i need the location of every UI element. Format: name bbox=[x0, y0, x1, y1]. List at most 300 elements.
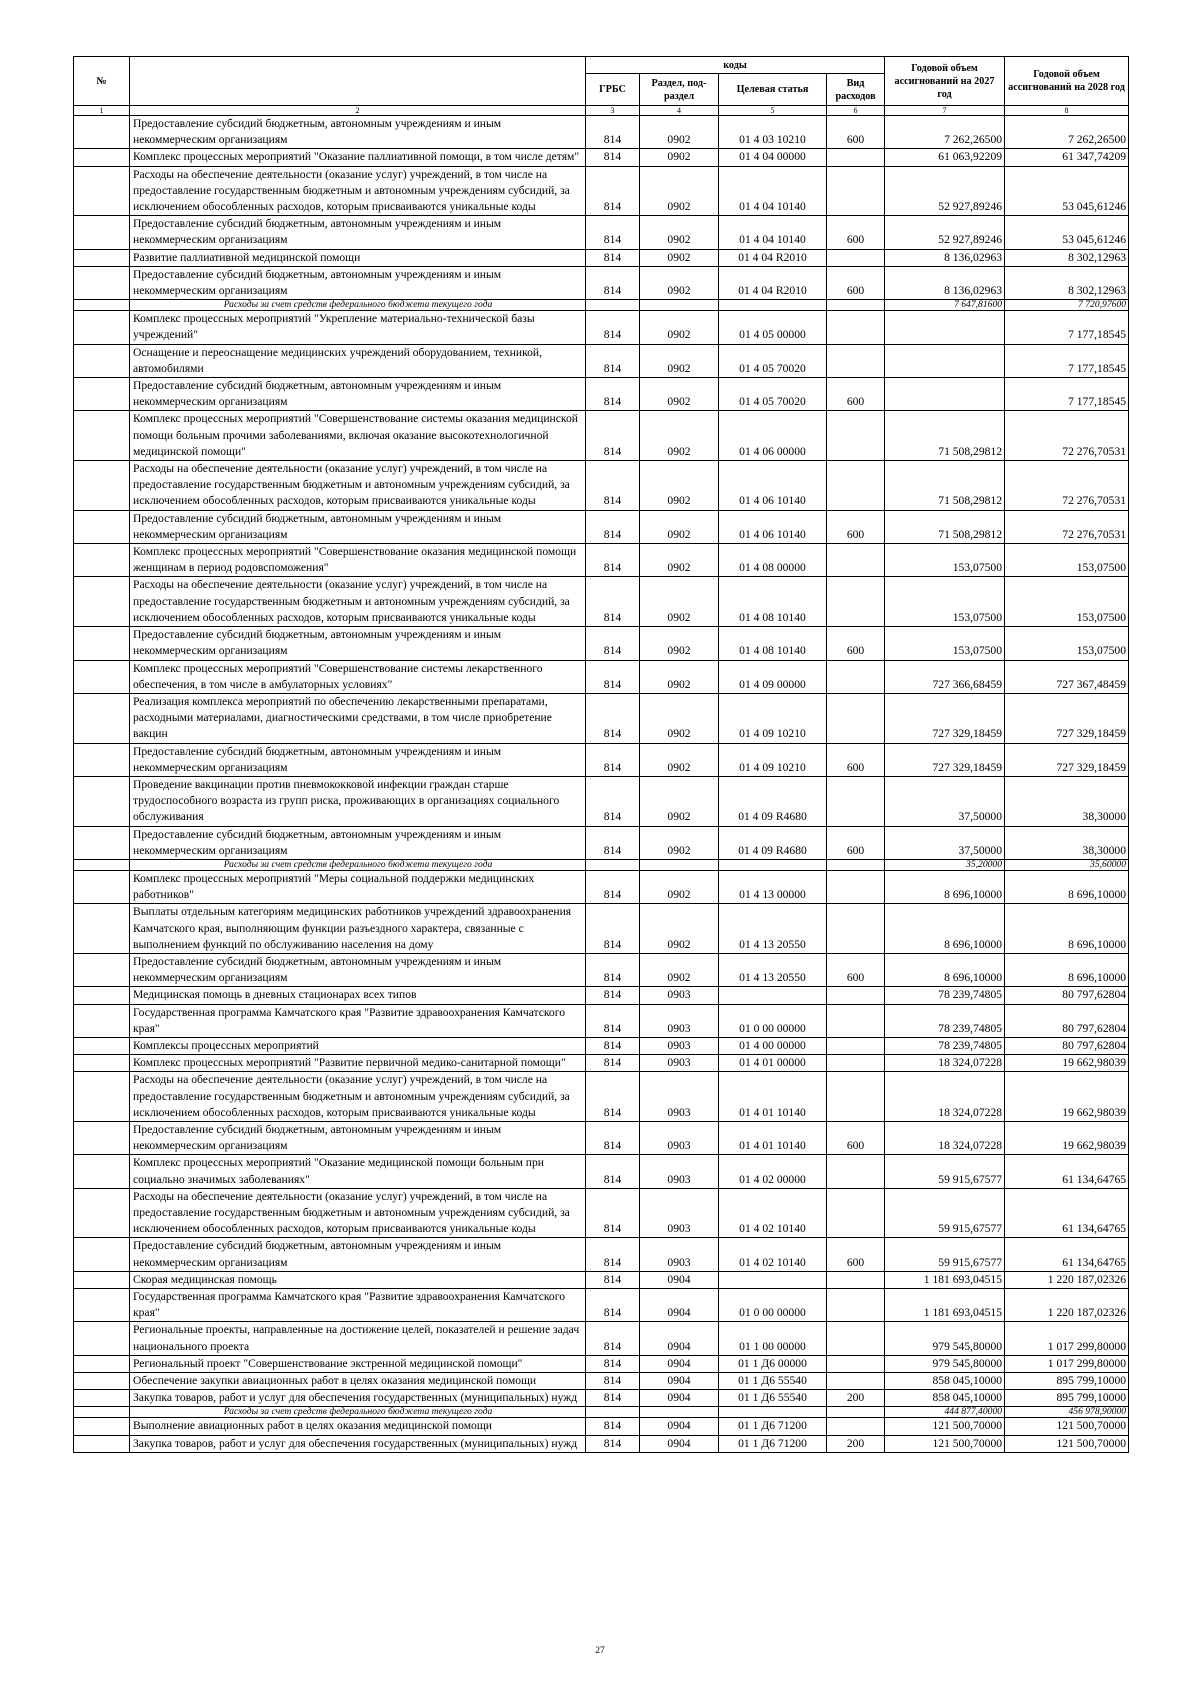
grbs-cell: 814 bbox=[586, 1289, 640, 1322]
section-cell: 0902 bbox=[640, 510, 719, 543]
amount-2028-cell: 72 276,70531 bbox=[1005, 411, 1129, 461]
column-number: 2 bbox=[130, 106, 586, 116]
section-cell: 0903 bbox=[640, 1238, 719, 1271]
expense-name-cell: Расходы на обеспечение деятельности (оказание услуг) учреждений, в том числе на предоставление государственным бюджетным и автономным учреждениям субсидий, за исключением обособленных расходов, которым присваиваются уникальные коды bbox=[130, 166, 586, 216]
amount-2027-cell: 121 500,70000 bbox=[885, 1435, 1005, 1452]
target-article-cell: 01 4 04 00000 bbox=[719, 149, 827, 166]
row-number-cell bbox=[74, 1322, 130, 1355]
grbs-cell: 814 bbox=[586, 1322, 640, 1355]
grbs-cell: 814 bbox=[586, 1373, 640, 1390]
amount-2027-cell: 153,07500 bbox=[885, 577, 1005, 627]
table-row bbox=[74, 1055, 1129, 1072]
amount-2027-cell: 8 696,10000 bbox=[885, 870, 1005, 903]
grbs-cell: 814 bbox=[586, 660, 640, 693]
grbs-cell: 814 bbox=[586, 544, 640, 577]
expense-type-cell bbox=[827, 344, 885, 377]
amount-2027-cell: 8 136,02963 bbox=[885, 266, 1005, 299]
column-number: 7 bbox=[885, 106, 1005, 116]
header-codes: коды bbox=[586, 57, 885, 74]
section-cell: 0903 bbox=[640, 1055, 719, 1072]
amount-2027-cell: 18 324,07228 bbox=[885, 1072, 1005, 1122]
amount-2028-cell: 19 662,98039 bbox=[1005, 1055, 1129, 1072]
target-article-cell: 01 4 04 R2010 bbox=[719, 266, 827, 299]
expense-type-cell bbox=[827, 1373, 885, 1390]
expense-name-cell: Скорая медицинская помощь bbox=[130, 1271, 586, 1288]
expense-name-cell: Развитие паллиативной медицинской помощи bbox=[130, 249, 586, 266]
row-number-cell bbox=[74, 776, 130, 826]
section-cell: 0904 bbox=[640, 1271, 719, 1288]
section-cell: 0902 bbox=[640, 904, 719, 954]
amount-2027-cell: 121 500,70000 bbox=[885, 1418, 1005, 1435]
expense-name-cell: Комплекс процессных мероприятий "Меры социальной поддержки медицинских работников" bbox=[130, 870, 586, 903]
row-number-cell bbox=[74, 216, 130, 249]
amount-2027-cell: 727 329,18459 bbox=[885, 693, 1005, 743]
expense-name-cell: Выполнение авиационных работ в целях оказания медицинской помощи bbox=[130, 1418, 586, 1435]
row-number-cell bbox=[74, 116, 130, 149]
expense-type-cell: 600 bbox=[827, 1238, 885, 1271]
amount-2028-cell: 7 177,18545 bbox=[1005, 311, 1129, 344]
target-article-cell: 01 1 00 00000 bbox=[719, 1322, 827, 1355]
amount-2028-cell: 895 799,10000 bbox=[1005, 1390, 1129, 1407]
amount-2027-cell: 71 508,29812 bbox=[885, 461, 1005, 511]
section-cell: 0902 bbox=[640, 311, 719, 344]
section-cell bbox=[640, 859, 719, 870]
grbs-cell: 814 bbox=[586, 627, 640, 660]
grbs-cell: 814 bbox=[586, 1121, 640, 1154]
row-number-cell bbox=[74, 577, 130, 627]
target-article-cell: 01 1 Д6 71200 bbox=[719, 1418, 827, 1435]
table-row bbox=[74, 660, 1129, 693]
amount-2027-cell: 18 324,07228 bbox=[885, 1121, 1005, 1154]
table-row bbox=[74, 776, 1129, 826]
section-cell: 0903 bbox=[640, 1004, 719, 1037]
section-cell: 0904 bbox=[640, 1418, 719, 1435]
target-article-cell: 01 1 Д6 71200 bbox=[719, 1435, 827, 1452]
target-article-cell: 01 4 03 10210 bbox=[719, 116, 827, 149]
grbs-cell: 814 bbox=[586, 1435, 640, 1452]
amount-2027-cell: 7 262,26500 bbox=[885, 116, 1005, 149]
amount-2027-cell: 1 181 693,04515 bbox=[885, 1271, 1005, 1288]
table-row bbox=[74, 116, 1129, 149]
table-row bbox=[74, 577, 1129, 627]
target-article-cell: 01 4 02 00000 bbox=[719, 1155, 827, 1188]
row-number-cell bbox=[74, 627, 130, 660]
section-cell: 0902 bbox=[640, 660, 719, 693]
target-article-cell: 01 0 00 00000 bbox=[719, 1289, 827, 1322]
amount-2027-cell: 71 508,29812 bbox=[885, 411, 1005, 461]
target-article-cell: 01 4 02 10140 bbox=[719, 1238, 827, 1271]
amount-2028-cell: 38,30000 bbox=[1005, 776, 1129, 826]
row-number-cell bbox=[74, 311, 130, 344]
federal-budget-row bbox=[74, 859, 1129, 870]
expense-name-cell: Предоставление субсидий бюджетным, автономным учреждениям и иным некоммерческим организациям bbox=[130, 510, 586, 543]
table-row bbox=[74, 743, 1129, 776]
target-article-cell: 01 4 08 00000 bbox=[719, 544, 827, 577]
expense-type-cell: 600 bbox=[827, 953, 885, 986]
grbs-cell: 814 bbox=[586, 776, 640, 826]
expense-name-cell: Расходы за счет средств федерального бюджета текущего года bbox=[130, 300, 586, 311]
amount-2028-cell: 456 978,90000 bbox=[1005, 1407, 1129, 1418]
section-cell: 0904 bbox=[640, 1390, 719, 1407]
section-cell: 0903 bbox=[640, 1155, 719, 1188]
table-row bbox=[74, 627, 1129, 660]
amount-2028-cell: 8 302,12963 bbox=[1005, 266, 1129, 299]
target-article-cell: 01 4 09 00000 bbox=[719, 660, 827, 693]
header-number: № bbox=[74, 57, 130, 106]
amount-2028-cell: 80 797,62804 bbox=[1005, 987, 1129, 1004]
expense-name-cell: Предоставление субсидий бюджетным, автономным учреждениям и иным некоммерческим организациям bbox=[130, 116, 586, 149]
table-row bbox=[74, 216, 1129, 249]
expense-name-cell: Предоставление субсидий бюджетным, автономным учреждениям и иным некоммерческим организациям bbox=[130, 627, 586, 660]
amount-2028-cell: 121 500,70000 bbox=[1005, 1435, 1129, 1452]
target-article-cell: 01 1 Д6 55540 bbox=[719, 1390, 827, 1407]
grbs-cell: 814 bbox=[586, 1418, 640, 1435]
grbs-cell: 814 bbox=[586, 116, 640, 149]
header-expense-type: Вид расходов bbox=[827, 74, 885, 106]
section-cell: 0902 bbox=[640, 344, 719, 377]
grbs-cell: 814 bbox=[586, 1072, 640, 1122]
row-number-cell bbox=[74, 1373, 130, 1390]
section-cell: 0903 bbox=[640, 1072, 719, 1122]
expense-name-cell: Комплекс процессных мероприятий "Укрепление материально-технической базы учреждений" bbox=[130, 311, 586, 344]
section-cell: 0904 bbox=[640, 1322, 719, 1355]
section-cell: 0903 bbox=[640, 1037, 719, 1054]
expense-type-cell bbox=[827, 1155, 885, 1188]
amount-2027-cell: 78 239,74805 bbox=[885, 1004, 1005, 1037]
target-article-cell: 01 4 08 10140 bbox=[719, 577, 827, 627]
target-article-cell: 01 4 08 10140 bbox=[719, 627, 827, 660]
grbs-cell: 814 bbox=[586, 743, 640, 776]
grbs-cell: 814 bbox=[586, 1155, 640, 1188]
amount-2028-cell: 61 134,64765 bbox=[1005, 1155, 1129, 1188]
expense-type-cell bbox=[827, 149, 885, 166]
row-number-cell bbox=[74, 870, 130, 903]
grbs-cell: 814 bbox=[586, 311, 640, 344]
expense-type-cell bbox=[827, 1037, 885, 1054]
amount-2028-cell: 153,07500 bbox=[1005, 544, 1129, 577]
grbs-cell: 814 bbox=[586, 1188, 640, 1238]
section-cell: 0904 bbox=[640, 1373, 719, 1390]
row-number-cell bbox=[74, 743, 130, 776]
expense-name-cell: Расходы за счет средств федерального бюджета текущего года bbox=[130, 1407, 586, 1418]
section-cell: 0902 bbox=[640, 577, 719, 627]
table-row bbox=[74, 544, 1129, 577]
expense-type-cell bbox=[827, 660, 885, 693]
table-row bbox=[74, 1355, 1129, 1372]
amount-2027-cell: 52 927,89246 bbox=[885, 216, 1005, 249]
row-number-cell bbox=[74, 987, 130, 1004]
section-cell: 0902 bbox=[640, 116, 719, 149]
expense-type-cell bbox=[827, 1289, 885, 1322]
table-row bbox=[74, 693, 1129, 743]
table-row bbox=[74, 1037, 1129, 1054]
amount-2027-cell bbox=[885, 344, 1005, 377]
amount-2028-cell: 727 367,48459 bbox=[1005, 660, 1129, 693]
row-number-cell bbox=[74, 1121, 130, 1154]
table-row bbox=[74, 461, 1129, 511]
amount-2028-cell: 727 329,18459 bbox=[1005, 743, 1129, 776]
amount-2027-cell: 61 063,92209 bbox=[885, 149, 1005, 166]
grbs-cell: 814 bbox=[586, 1238, 640, 1271]
expense-name-cell: Предоставление субсидий бюджетным, автономным учреждениям и иным некоммерческим организациям bbox=[130, 216, 586, 249]
expense-name-cell: Закупка товаров, работ и услуг для обеспечения государственных (муниципальных) нужд bbox=[130, 1435, 586, 1452]
expense-type-cell: 200 bbox=[827, 1390, 885, 1407]
amount-2028-cell: 72 276,70531 bbox=[1005, 461, 1129, 511]
target-article-cell: 01 4 09 10210 bbox=[719, 693, 827, 743]
section-cell: 0902 bbox=[640, 461, 719, 511]
expense-name-cell: Предоставление субсидий бюджетным, автономным учреждениям и иным некоммерческим организациям bbox=[130, 378, 586, 411]
grbs-cell: 814 bbox=[586, 1037, 640, 1054]
amount-2028-cell: 1 017 299,80000 bbox=[1005, 1322, 1129, 1355]
expense-name-cell: Комплекс процессных мероприятий "Совершенствование системы лекарственного обеспечения, в том числе в амбулаторных условиях" bbox=[130, 660, 586, 693]
row-number-cell bbox=[74, 249, 130, 266]
expense-name-cell: Предоставление субсидий бюджетным, автономным учреждениям и иным некоммерческим организациям bbox=[130, 266, 586, 299]
section-cell: 0902 bbox=[640, 743, 719, 776]
table-row bbox=[74, 1155, 1129, 1188]
expense-type-cell: 600 bbox=[827, 266, 885, 299]
expense-name-cell: Предоставление субсидий бюджетным, автономным учреждениям и иным некоммерческим организациям bbox=[130, 953, 586, 986]
section-cell bbox=[640, 1407, 719, 1418]
amount-2027-cell: 8 696,10000 bbox=[885, 953, 1005, 986]
amount-2028-cell: 895 799,10000 bbox=[1005, 1373, 1129, 1390]
expense-type-cell: 600 bbox=[827, 826, 885, 859]
grbs-cell: 814 bbox=[586, 953, 640, 986]
amount-2027-cell: 979 545,80000 bbox=[885, 1322, 1005, 1355]
amount-2028-cell: 61 134,64765 bbox=[1005, 1238, 1129, 1271]
expense-name-cell: Медицинская помощь в дневных стационарах всех типов bbox=[130, 987, 586, 1004]
grbs-cell: 814 bbox=[586, 461, 640, 511]
expense-type-cell bbox=[827, 1407, 885, 1418]
amount-2027-cell: 858 045,10000 bbox=[885, 1373, 1005, 1390]
table-row bbox=[74, 378, 1129, 411]
expense-type-cell bbox=[827, 859, 885, 870]
amount-2028-cell: 153,07500 bbox=[1005, 627, 1129, 660]
target-article-cell: 01 4 01 10140 bbox=[719, 1072, 827, 1122]
expense-name-cell: Расходы на обеспечение деятельности (оказание услуг) учреждений, в том числе на предоставление государственным бюджетным и автономным учреждениям субсидий, за исключением обособленных расходов, которым присваиваются уникальные коды bbox=[130, 461, 586, 511]
section-cell: 0902 bbox=[640, 776, 719, 826]
section-cell: 0904 bbox=[640, 1355, 719, 1372]
table-row bbox=[74, 1238, 1129, 1271]
table-row bbox=[74, 1072, 1129, 1122]
page-number: 27 bbox=[595, 1646, 605, 1656]
target-article-cell: 01 4 00 00000 bbox=[719, 1037, 827, 1054]
table-row bbox=[74, 311, 1129, 344]
grbs-cell bbox=[586, 859, 640, 870]
amount-2027-cell: 1 181 693,04515 bbox=[885, 1289, 1005, 1322]
target-article-cell: 01 4 01 00000 bbox=[719, 1055, 827, 1072]
target-article-cell: 01 4 04 10140 bbox=[719, 166, 827, 216]
table-row bbox=[74, 1271, 1129, 1288]
expense-type-cell bbox=[827, 577, 885, 627]
row-number-cell bbox=[74, 411, 130, 461]
header-section: Раздел, под-раздел bbox=[640, 74, 719, 106]
expense-type-cell bbox=[827, 300, 885, 311]
row-number-cell bbox=[74, 344, 130, 377]
amount-2028-cell: 80 797,62804 bbox=[1005, 1004, 1129, 1037]
section-cell: 0904 bbox=[640, 1289, 719, 1322]
grbs-cell: 814 bbox=[586, 826, 640, 859]
row-number-cell bbox=[74, 660, 130, 693]
expense-type-cell bbox=[827, 1072, 885, 1122]
amount-2027-cell bbox=[885, 378, 1005, 411]
target-article-cell: 01 4 01 10140 bbox=[719, 1121, 827, 1154]
section-cell: 0904 bbox=[640, 1435, 719, 1452]
amount-2028-cell: 8 696,10000 bbox=[1005, 904, 1129, 954]
column-number: 6 bbox=[827, 106, 885, 116]
amount-2028-cell: 153,07500 bbox=[1005, 577, 1129, 627]
expense-type-cell bbox=[827, 249, 885, 266]
column-number: 1 bbox=[74, 106, 130, 116]
amount-2027-cell: 35,20000 bbox=[885, 859, 1005, 870]
section-cell: 0902 bbox=[640, 411, 719, 461]
target-article-cell: 01 4 13 20550 bbox=[719, 953, 827, 986]
grbs-cell: 814 bbox=[586, 344, 640, 377]
amount-2027-cell: 727 329,18459 bbox=[885, 743, 1005, 776]
grbs-cell: 814 bbox=[586, 249, 640, 266]
row-number-cell bbox=[74, 461, 130, 511]
expense-type-cell bbox=[827, 693, 885, 743]
expense-type-cell bbox=[827, 1055, 885, 1072]
amount-2028-cell: 727 329,18459 bbox=[1005, 693, 1129, 743]
table-row bbox=[74, 344, 1129, 377]
table-row bbox=[74, 826, 1129, 859]
amount-2028-cell: 61 134,64765 bbox=[1005, 1188, 1129, 1238]
expense-name-cell: Региональный проект "Совершенствование экстренной медицинской помощи" bbox=[130, 1355, 586, 1372]
expense-type-cell bbox=[827, 411, 885, 461]
grbs-cell: 814 bbox=[586, 510, 640, 543]
expense-type-cell bbox=[827, 1322, 885, 1355]
grbs-cell: 814 bbox=[586, 1390, 640, 1407]
row-number-cell bbox=[74, 544, 130, 577]
table-row bbox=[74, 953, 1129, 986]
budget-table bbox=[73, 56, 1129, 1453]
expense-name-cell: Комплекс процессных мероприятий "Оказание паллиативной помощи, в том числе детям" bbox=[130, 149, 586, 166]
expense-name-cell: Комплекс процессных мероприятий "Совершенствование оказания медицинской помощи женщинам в период родовспоможения" bbox=[130, 544, 586, 577]
target-article-cell: 01 4 04 10140 bbox=[719, 216, 827, 249]
expense-name-cell: Предоставление субсидий бюджетным, автономным учреждениям и иным некоммерческим организациям bbox=[130, 826, 586, 859]
row-number-cell bbox=[74, 1390, 130, 1407]
amount-2028-cell: 72 276,70531 bbox=[1005, 510, 1129, 543]
expense-type-cell bbox=[827, 461, 885, 511]
table-row bbox=[74, 249, 1129, 266]
target-article-cell: 01 4 13 20550 bbox=[719, 904, 827, 954]
column-number: 4 bbox=[640, 106, 719, 116]
section-cell: 0902 bbox=[640, 870, 719, 903]
header-year-2027: Годовой объем ассигнований на 2027 год bbox=[885, 57, 1005, 106]
expense-type-cell: 600 bbox=[827, 743, 885, 776]
target-article-cell: 01 4 05 70020 bbox=[719, 378, 827, 411]
expense-name-cell: Государственная программа Камчатского края "Развитие здравоохранения Камчатского края" bbox=[130, 1289, 586, 1322]
amount-2027-cell: 727 366,68459 bbox=[885, 660, 1005, 693]
amount-2028-cell: 19 662,98039 bbox=[1005, 1072, 1129, 1122]
grbs-cell: 814 bbox=[586, 149, 640, 166]
column-number-row bbox=[74, 106, 1129, 116]
section-cell: 0902 bbox=[640, 627, 719, 660]
grbs-cell bbox=[586, 300, 640, 311]
table-row bbox=[74, 411, 1129, 461]
amount-2027-cell: 78 239,74805 bbox=[885, 987, 1005, 1004]
amount-2028-cell: 7 720,97600 bbox=[1005, 300, 1129, 311]
amount-2028-cell: 121 500,70000 bbox=[1005, 1418, 1129, 1435]
amount-2028-cell: 7 262,26500 bbox=[1005, 116, 1129, 149]
row-number-cell bbox=[74, 166, 130, 216]
expense-type-cell: 200 bbox=[827, 1435, 885, 1452]
target-article-cell bbox=[719, 987, 827, 1004]
amount-2028-cell: 8 696,10000 bbox=[1005, 953, 1129, 986]
amount-2028-cell: 1 220 187,02326 bbox=[1005, 1271, 1129, 1288]
target-article-cell: 01 0 00 00000 bbox=[719, 1004, 827, 1037]
target-article-cell: 01 4 09 R4680 bbox=[719, 776, 827, 826]
amount-2028-cell: 35,60000 bbox=[1005, 859, 1129, 870]
table-body bbox=[74, 116, 1129, 1453]
amount-2028-cell: 19 662,98039 bbox=[1005, 1121, 1129, 1154]
expense-name-cell: Расходы на обеспечение деятельности (оказание услуг) учреждений, в том числе на предоставление государственным бюджетным и автономным учреждениям субсидий, за исключением обособленных расходов, которым присваиваются уникальные коды bbox=[130, 1072, 586, 1122]
expense-type-cell: 600 bbox=[827, 378, 885, 411]
expense-type-cell: 600 bbox=[827, 627, 885, 660]
amount-2027-cell: 71 508,29812 bbox=[885, 510, 1005, 543]
federal-budget-row bbox=[74, 1407, 1129, 1418]
expense-name-cell: Обеспечение закупки авиационных работ в целях оказания медицинской помощи bbox=[130, 1373, 586, 1390]
header-target: Целевая статья bbox=[719, 74, 827, 106]
expense-name-cell: Расходы на обеспечение деятельности (оказание услуг) учреждений, в том числе на предоставление государственным бюджетным и автономным учреждениям субсидий, за исключением обособленных расходов, которым присваиваются уникальные коды bbox=[130, 577, 586, 627]
grbs-cell: 814 bbox=[586, 1055, 640, 1072]
expense-type-cell bbox=[827, 904, 885, 954]
amount-2027-cell: 59 915,67577 bbox=[885, 1155, 1005, 1188]
table-row bbox=[74, 1004, 1129, 1037]
expense-name-cell: Комплекс процессных мероприятий "Оказание медицинской помощи больным при социально значимых заболеваниях" bbox=[130, 1155, 586, 1188]
target-article-cell: 01 4 09 10210 bbox=[719, 743, 827, 776]
expense-name-cell: Проведение вакцинации против пневмококковой инфекции граждан старше трудоспособного возраста из групп риска, проживающих в организациях социального обслуживания bbox=[130, 776, 586, 826]
federal-budget-row bbox=[74, 300, 1129, 311]
target-article-cell: 01 4 06 00000 bbox=[719, 411, 827, 461]
target-article-cell: 01 4 06 10140 bbox=[719, 461, 827, 511]
expense-name-cell: Выплаты отдельным категориям медицинских работников учреждений здравоохранения Камчатского края, выполняющим функции разъездного характера, связанные с выполнением функций по обслуживанию населения на дому bbox=[130, 904, 586, 954]
expense-name-cell: Расходы на обеспечение деятельности (оказание услуг) учреждений, в том числе на предоставление государственным бюджетным и автономным учреждениям субсидий, за исключением обособленных расходов, которым присваиваются уникальные коды bbox=[130, 1188, 586, 1238]
table-row bbox=[74, 510, 1129, 543]
target-article-cell: 01 4 09 R4680 bbox=[719, 826, 827, 859]
amount-2027-cell: 37,50000 bbox=[885, 776, 1005, 826]
target-article-cell: 01 4 05 70020 bbox=[719, 344, 827, 377]
amount-2027-cell: 153,07500 bbox=[885, 544, 1005, 577]
row-number-cell bbox=[74, 1238, 130, 1271]
amount-2027-cell: 858 045,10000 bbox=[885, 1390, 1005, 1407]
table-row bbox=[74, 1418, 1129, 1435]
amount-2028-cell: 80 797,62804 bbox=[1005, 1037, 1129, 1054]
column-number: 5 bbox=[719, 106, 827, 116]
amount-2028-cell: 8 302,12963 bbox=[1005, 249, 1129, 266]
grbs-cell: 814 bbox=[586, 378, 640, 411]
grbs-cell: 814 bbox=[586, 1004, 640, 1037]
table-row bbox=[74, 1322, 1129, 1355]
grbs-cell: 814 bbox=[586, 693, 640, 743]
amount-2027-cell bbox=[885, 311, 1005, 344]
column-number: 3 bbox=[586, 106, 640, 116]
grbs-cell bbox=[586, 1407, 640, 1418]
target-article-cell: 01 4 06 10140 bbox=[719, 510, 827, 543]
amount-2027-cell: 979 545,80000 bbox=[885, 1355, 1005, 1372]
section-cell: 0902 bbox=[640, 378, 719, 411]
row-number-cell bbox=[74, 1055, 130, 1072]
amount-2028-cell: 53 045,61246 bbox=[1005, 216, 1129, 249]
table-row bbox=[74, 1435, 1129, 1452]
row-number-cell bbox=[74, 693, 130, 743]
amount-2028-cell: 61 347,74209 bbox=[1005, 149, 1129, 166]
table-row bbox=[74, 904, 1129, 954]
row-number-cell bbox=[74, 1072, 130, 1122]
table-row bbox=[74, 1390, 1129, 1407]
expense-name-cell: Предоставление субсидий бюджетным, автономным учреждениям и иным некоммерческим организациям bbox=[130, 1121, 586, 1154]
row-number-cell bbox=[74, 149, 130, 166]
